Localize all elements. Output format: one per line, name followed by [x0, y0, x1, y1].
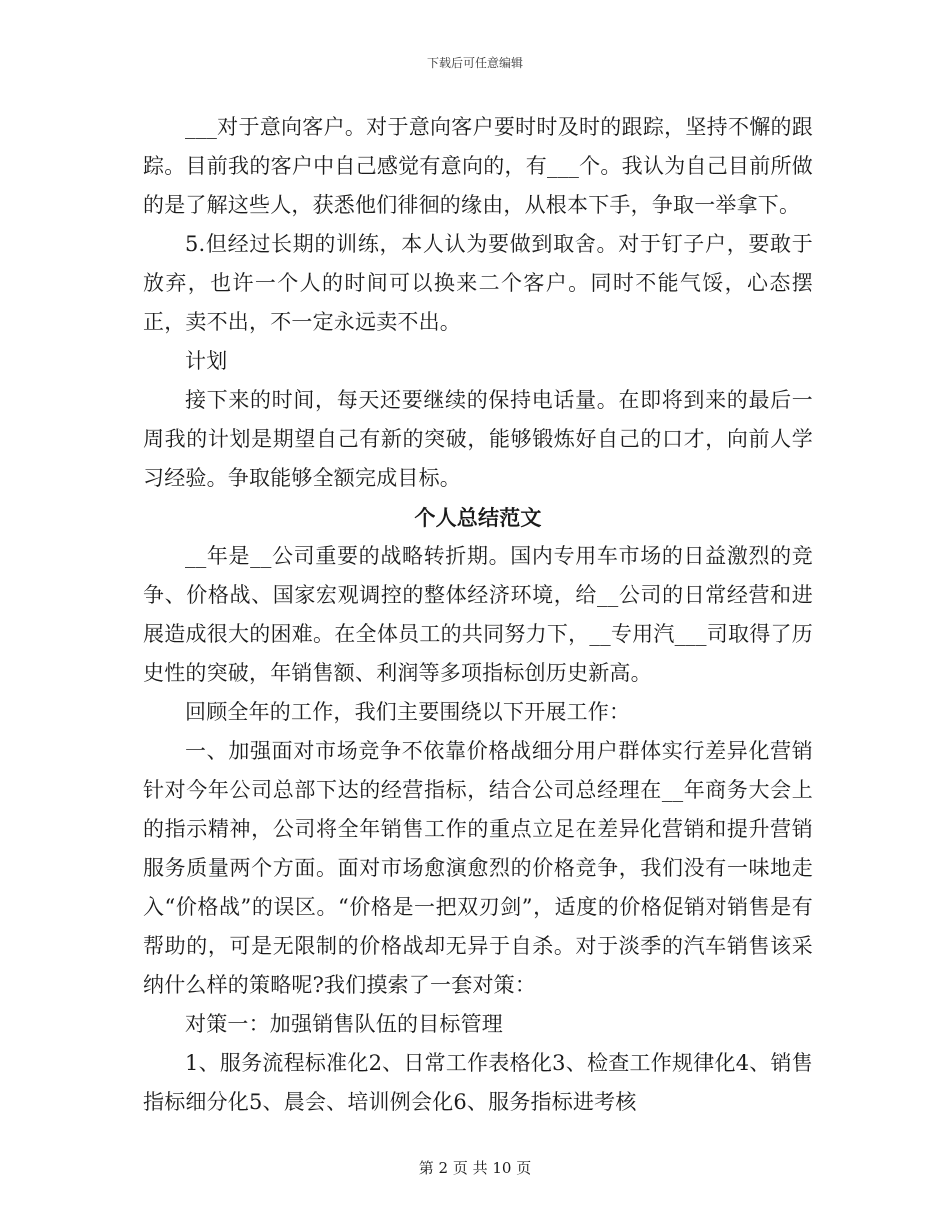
document-body	[143, 108, 813, 1122]
page-header: 下载后可任意编辑	[426, 56, 523, 70]
paragraph-strategy-list: 1、服务流程标准化2、日常工作表格化3、检查工作规律化4、销售指标细分化5、晨会、培训例会化6、服务指标进考核	[143, 1051, 813, 1114]
paragraph-plan-heading: 计划	[185, 349, 228, 373]
paragraph-intent-customers: ___对于意向客户。对于意向客户要时时及时的跟踪，坚持不懈的跟踪。目前我的客户中自己感觉有意向的，有___个。我认为自己目前所做的是了解这些人，获悉他们徘徊的缘由，从根本下手，争取一举拿下。	[143, 115, 813, 217]
paragraph-strategy-one: 对策一：加强销售队伍的目标管理	[185, 1012, 503, 1036]
paragraph-section-one: 一、加强面对市场竞争不依靠价格战细分用户群体实行差异化营销针对今年公司总部下达的经营指标，结合公司总经理在__年商务大会上的指示精神，公司将全年销售工作的重点立足在差异化营销和提升营销服务质量两个方面。面对市场愈演愈烈的价格竞争，我们没有一味地走入“价格战”的误区。“价格是一把双刃剑”，适度的价格促销对销售是有帮助的，可是无限制的价格战却无异于自杀。对于淡季的汽车销售该采纳什么样的策略呢?我们摸索了一套对策：	[143, 739, 813, 997]
paragraph-year-summary: __年是__公司重要的战略转折期。国内专用车市场的日益激烈的竞争、价格战、国家宏观调控的整体经济环境，给__公司的日常经营和进展造成很大的困难。在全体员工的共同努力下，__专用汽___司取得了历史性的突破，年销售额、利润等多项指标创历史新高。	[143, 544, 813, 685]
section-title: 个人总结范文	[414, 505, 542, 530]
paragraph-plan-body: 接下来的时间，每天还要继续的保持电话量。在即将到来的最后一周我的计划是期望自己有新的突破，能够锻炼好自己的口才，向前人学习经验。争取能够全额完成目标。	[143, 388, 813, 490]
paragraph-point-5: 5.但经过长期的训练，本人认为要做到取舍。对于钉子户，要敢于放弃，也许一个人的时间可以换来二个客户。同时不能气馁，心态摆正，卖不出，不一定永远卖不出。	[143, 232, 813, 334]
page-footer: 第 2 页 共 10 页	[418, 1159, 532, 1177]
paragraph-review-intro: 回顾全年的工作，我们主要围绕以下开展工作：	[185, 700, 631, 724]
